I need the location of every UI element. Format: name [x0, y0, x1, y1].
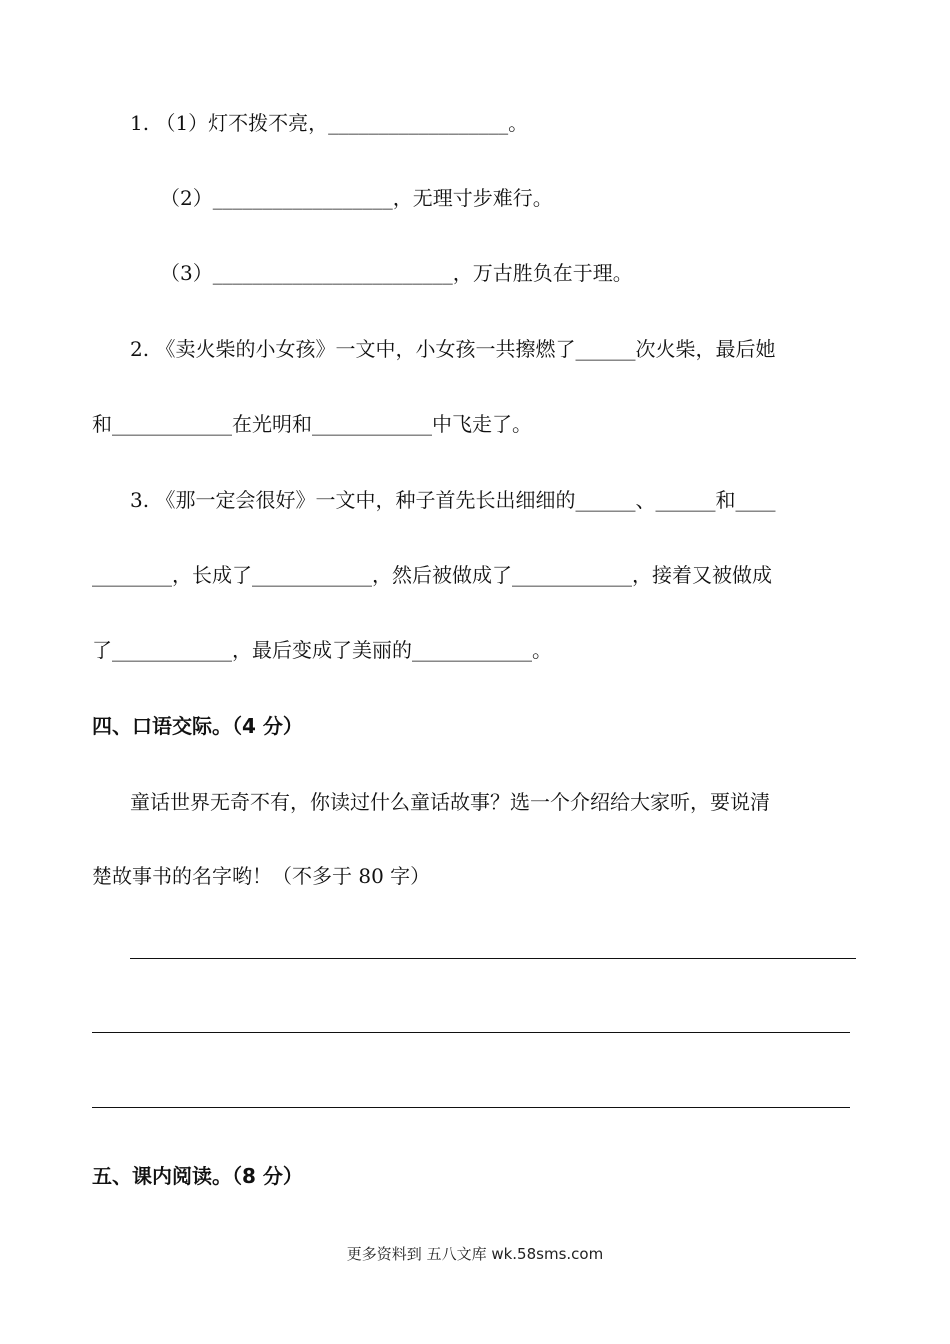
question-3-line-1: 3. 《那一定会很好》一文中，种子首先长出细细的______、______和____: [130, 488, 776, 512]
answer-line-3[interactable]: [92, 1107, 850, 1108]
question-1-part-2: （2）__________________，无理寸步难行。: [160, 186, 553, 210]
question-1-part-3: （3）________________________，万古胜负在于理。: [160, 261, 633, 285]
question-2-line-1: 2. 《卖火柴的小女孩》一文中，小女孩一共擦燃了______次火柴，最后她: [130, 337, 776, 361]
answer-line-2[interactable]: [92, 1032, 850, 1033]
section-4-heading: 四、口语交际。（4 分）: [92, 714, 303, 738]
section-5-heading: 五、课内阅读。（8 分）: [92, 1164, 303, 1188]
section-4-prompt-line-2: 楚故事书的名字哟！（不多于 80 字）: [92, 864, 431, 888]
question-3-line-3: 了____________，最后变成了美丽的____________。: [92, 638, 552, 662]
footer-text: 更多资料到 五八文库 wk.58sms.com: [346, 1245, 604, 1263]
question-3-line-2: ________，长成了____________，然后被做成了____________，接着又被做成: [92, 563, 772, 587]
question-2-line-2: 和____________在光明和____________中飞走了。: [92, 412, 532, 436]
section-4-prompt-line-1: 童话世界无奇不有，你读过什么童话故事？选一个介绍给大家听，要说清: [130, 790, 770, 814]
answer-line-1[interactable]: [130, 958, 856, 959]
question-1-part-1: 1. （1）灯不拨不亮，__________________。: [130, 111, 529, 135]
